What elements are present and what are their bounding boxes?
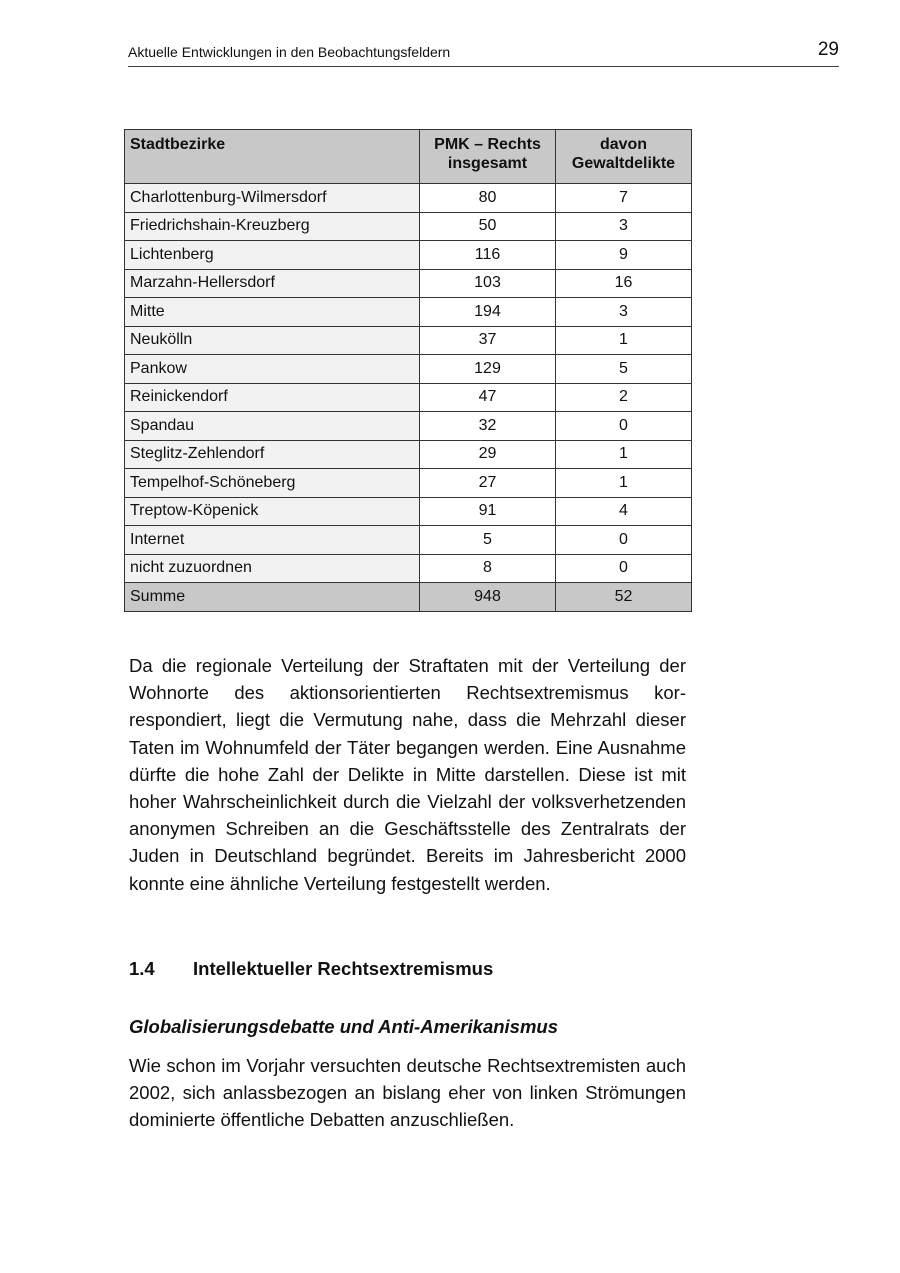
district-cell: Neukölln	[125, 326, 420, 355]
district-cell: Reinickendorf	[125, 383, 420, 412]
district-cell: Tempelhof-Schöneberg	[125, 469, 420, 498]
table-row	[125, 440, 692, 469]
table-row	[125, 184, 692, 213]
district-cell: Spandau	[125, 412, 420, 441]
body-paragraph: Wie schon im Vorjahr versuchten deutsche Rechtsextremisten auch 2002, sich anlassbezogen an bislang eher von linken Strömungen dominierte öffentliche Debatten anzuschließen.	[129, 1055, 686, 1131]
total-cell: 80	[420, 184, 556, 213]
district-cell: Mitte	[125, 298, 420, 327]
total-cell: 116	[420, 241, 556, 270]
total-cell: 29	[420, 440, 556, 469]
running-header	[128, 40, 839, 67]
violent-cell: 1	[556, 326, 692, 355]
column-header-total	[420, 130, 556, 184]
column-header-violent-label: davon Gewaltdelikte	[571, 136, 676, 172]
district-cell: Steglitz-Zehlendorf	[125, 440, 420, 469]
total-cell: 129	[420, 355, 556, 384]
district-cell: nicht zuzuordnen	[125, 554, 420, 583]
body-paragraph: Da die regionale Verteilung der Straftaten mit der Verteilung der Wohnorte des aktionsorientierten Rechtsextremismus kor-respondiert, liegt die Vermutung nahe, dass die Mehrzahl dieser Taten im Wohnumfeld der Täter begangen werden. Eine Ausnahme dürfte die hohe Zahl der Delikte in Mitte darstellen. Diese ist mit hoher Wahrscheinlichkeit durch die Vielzahl der volksverhetzenden anonymen Schreiben an die Geschäftsstelle des Zentralrats der Juden in Deutschland begründet. Bereits im Jahresbericht 2000 konnte eine ähnliche Verteilung festgestellt werden.	[129, 655, 686, 894]
district-cell: Internet	[125, 526, 420, 555]
total-cell: 5	[420, 526, 556, 555]
total-cell: 91	[420, 497, 556, 526]
total-cell: 32	[420, 412, 556, 441]
total-cell: 37	[420, 326, 556, 355]
total-cell: 8	[420, 554, 556, 583]
district-cell: Friedrichshain-Kreuzberg	[125, 212, 420, 241]
table-row	[125, 497, 692, 526]
violent-cell: 16	[556, 269, 692, 298]
total-cell: 47	[420, 383, 556, 412]
violent-cell: 4	[556, 497, 692, 526]
table-row	[125, 469, 692, 498]
table-row	[125, 298, 692, 327]
violent-cell: 0	[556, 526, 692, 555]
section-number: 1.4	[129, 958, 155, 979]
district-statistics-table	[124, 129, 692, 612]
violent-cell: 0	[556, 554, 692, 583]
total-cell: 50	[420, 212, 556, 241]
subsection-heading: Globalisierungsdebatte und Anti-Amerikanismus	[129, 1016, 558, 1037]
table-row	[125, 383, 692, 412]
district-cell: Marzahn-Hellersdorf	[125, 269, 420, 298]
violent-cell: 3	[556, 212, 692, 241]
violent-cell: 7	[556, 184, 692, 213]
table-row	[125, 355, 692, 384]
sum-total-cell: 948	[420, 583, 556, 612]
table-row	[125, 526, 692, 555]
table-row	[125, 269, 692, 298]
total-cell: 103	[420, 269, 556, 298]
district-cell: Charlottenburg-Wilmersdorf	[125, 184, 420, 213]
total-cell: 194	[420, 298, 556, 327]
total-cell: 27	[420, 469, 556, 498]
section-heading	[129, 958, 493, 980]
sum-label-cell: Summe	[125, 583, 420, 612]
violent-cell: 1	[556, 469, 692, 498]
district-cell: Pankow	[125, 355, 420, 384]
column-header-district: Stadtbezirke	[125, 130, 420, 184]
violent-cell: 2	[556, 383, 692, 412]
district-cell: Lichtenberg	[125, 241, 420, 270]
table-row	[125, 554, 692, 583]
column-header-violent	[556, 130, 692, 184]
table-row	[125, 412, 692, 441]
table-row	[125, 326, 692, 355]
table-row	[125, 241, 692, 270]
violent-cell: 0	[556, 412, 692, 441]
violent-cell: 5	[556, 355, 692, 384]
section-title: Intellektueller Rechtsextremismus	[193, 958, 494, 979]
table-row	[125, 212, 692, 241]
district-cell: Treptow-Köpenick	[125, 497, 420, 526]
table-header-row	[125, 130, 692, 184]
sum-violent-cell: 52	[556, 583, 692, 612]
page-number: 29	[817, 39, 839, 60]
violent-cell: 9	[556, 241, 692, 270]
table-sum-row	[125, 583, 692, 612]
violent-cell: 3	[556, 298, 692, 327]
header-title: Aktuelle Entwicklungen in den Beobachtungsfeldern	[128, 44, 451, 60]
column-header-total-label: PMK – Rechts insgesamt	[434, 136, 541, 172]
violent-cell: 1	[556, 440, 692, 469]
